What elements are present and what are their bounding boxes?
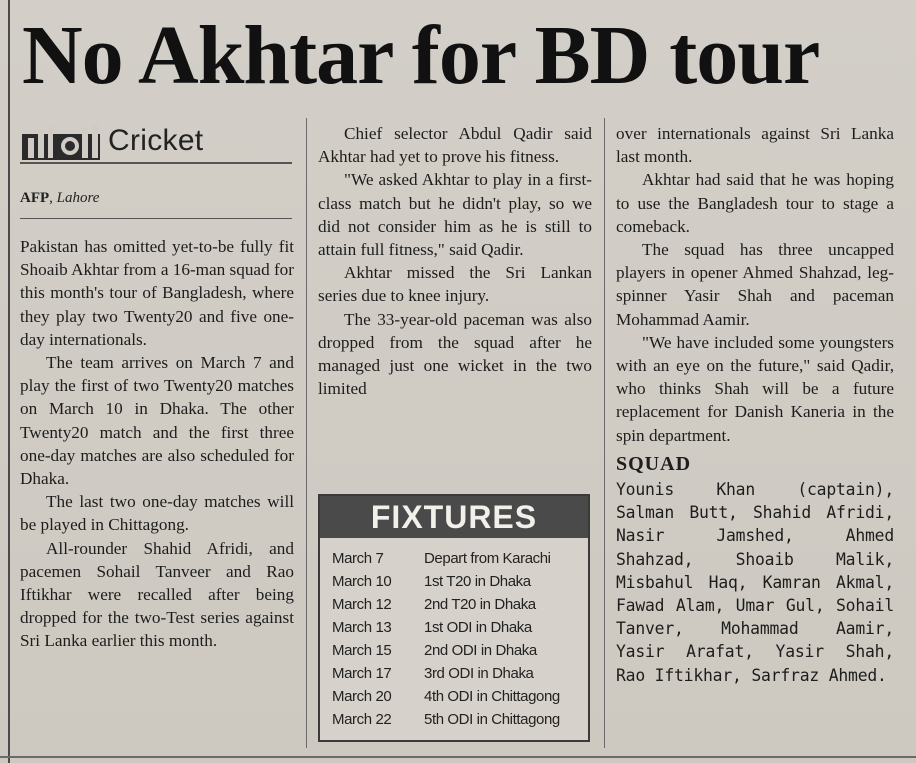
paragraph: All-rounder Shahid Afridi, and pacemen Sohail Tanveer and Rao Iftikhar were recalled after being dropped for the two-Test series against Sri Lanka earlier this month. xyxy=(20,538,294,651)
fixture-row xyxy=(332,642,588,665)
fixture-row xyxy=(332,665,588,688)
section-label: Cricket xyxy=(108,124,204,157)
headline: No Akhtar for BD tour xyxy=(22,9,820,102)
squad-heading: SQUAD xyxy=(616,452,692,475)
article-column-1 xyxy=(20,235,294,653)
fixture-event: Depart from Karachi xyxy=(424,550,551,567)
fixture-event: 2nd T20 in Dhaka xyxy=(424,596,536,613)
fixture-event: 3rd ODI in Dhaka xyxy=(424,665,534,682)
fixture-event: 2nd ODI in Dhaka xyxy=(424,642,537,659)
fixture-row xyxy=(332,711,588,734)
fixture-event: 5th ODI in Chittagong xyxy=(424,711,560,728)
section-header xyxy=(20,118,292,168)
byline-place: Lahore xyxy=(56,190,100,206)
paragraph: The last two one-day matches will be played in Chittagong. xyxy=(20,492,294,535)
fixture-date: March 20 xyxy=(332,688,392,705)
fixture-event: 4th ODI in Chittagong xyxy=(424,688,560,705)
fixtures-title: FIXTURES xyxy=(320,496,588,538)
fixture-date: March 7 xyxy=(332,550,384,567)
column-divider xyxy=(306,118,307,748)
fixture-date: March 22 xyxy=(332,711,392,728)
article-column-2 xyxy=(318,122,592,400)
byline: AFP, Lahore xyxy=(20,190,100,206)
paragraph: The 33-year-old paceman was also dropped from the squad after he managed just one wicket in the two limited xyxy=(318,309,592,399)
column-divider xyxy=(604,118,605,748)
byline-agency: AFP xyxy=(20,190,50,206)
bottom-rule xyxy=(0,756,916,758)
fixture-row xyxy=(332,619,588,642)
byline-rule xyxy=(20,218,292,219)
section-underline xyxy=(20,162,292,164)
page-edge-rule xyxy=(8,0,10,763)
paragraph: The team arrives on March 7 and play the first of two Twenty20 matches on March 10 in Dhaka. The other Twenty20 match and the first three one-day matches are also scheduled for Dhaka. xyxy=(20,353,294,489)
paragraph: The squad has three uncapped players in opener Ahmed Shahzad, leg-spinner Yasir Shah and paceman Mohammad Aamir. xyxy=(616,240,894,329)
fixture-event: 1st ODI in Dhaka xyxy=(424,619,532,636)
squad-list: Younis Khan (captain), Salman Butt, Shahid Afridi, Nasir Jamshed, Ahmed Shahzad, Shoaib Malik, Misbahul Haq, Kamran Akmal, Fawad Alam, Umar Gul, Sohail Tanver, Mohammad Aamir, Yasir Arafat, Yasir Shah, Rao Iftikhar, Sarfraz Ahmed. xyxy=(616,480,894,685)
fixture-date: March 13 xyxy=(332,619,392,636)
cricket-bat-ball-icon xyxy=(20,120,104,162)
paragraph: Akhtar had said that he was hoping to use the Bangladesh tour to stage a comeback. xyxy=(616,170,894,236)
paragraph: "We asked Akhtar to play in a first-class match but he didn't play, so we did not consider him as he is still to attain full fitness," said Qadir. xyxy=(318,170,592,260)
fixture-date: March 17 xyxy=(332,665,392,682)
fixture-event: 1st T20 in Dhaka xyxy=(424,573,531,590)
article-column-3 xyxy=(616,122,894,687)
fixture-date: March 12 xyxy=(332,596,392,613)
fixture-row xyxy=(332,550,588,573)
fixture-row xyxy=(332,688,588,711)
fixture-row xyxy=(332,596,588,619)
paragraph: Akhtar missed the Sri Lankan series due to knee injury. xyxy=(318,263,592,306)
paragraph: "We have included some youngsters with an eye on the future," said Qadir, who thinks Shah will be a future replacement for Danish Kaneria in the spin department. xyxy=(616,332,894,445)
fixture-row xyxy=(332,573,588,596)
paragraph: Pakistan has omitted yet-to-be fully fit Shoaib Akhtar from a 16-man squad for this month's tour of Bangladesh, where they play two Twenty20 and five one-day internationals. xyxy=(20,237,294,349)
paragraph: Chief selector Abdul Qadir said Akhtar had yet to prove his fitness. xyxy=(318,124,592,167)
fixture-date: March 15 xyxy=(332,642,392,659)
fixtures-box xyxy=(318,494,590,742)
paragraph: over internationals against Sri Lanka last month. xyxy=(616,124,894,167)
fixture-date: March 10 xyxy=(332,573,392,590)
